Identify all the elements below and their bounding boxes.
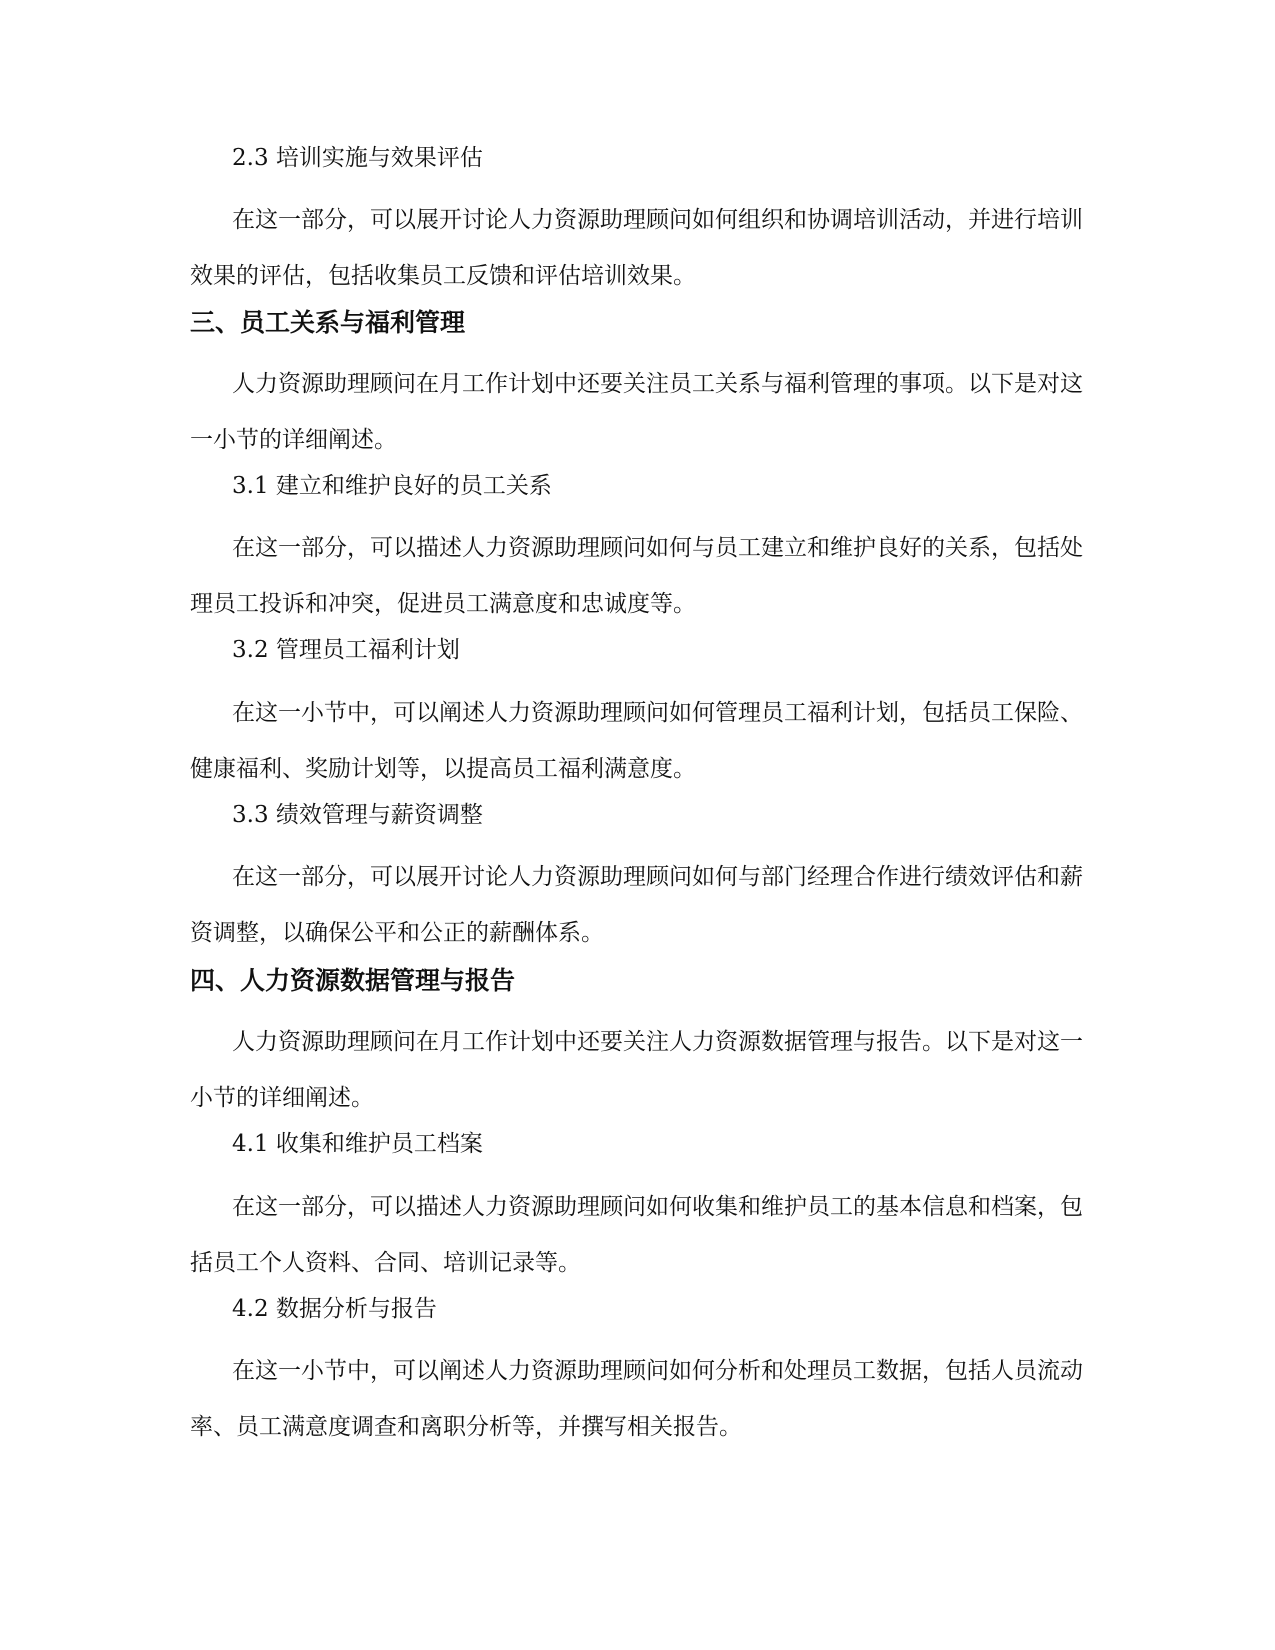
section-heading-3: 三、员工关系与福利管理 <box>190 308 466 337</box>
section-intro-4: 人力资源助理顾问在月工作计划中还要关注人力资源数据管理与报告。以下是对这一小节的详细阐述。 <box>190 1029 1083 1111</box>
paragraph-3-3: 在这一部分，可以展开讨论人力资源助理顾问如何与部门经理合作进行绩效评估和薪资调整，以确保公平和公正的薪酬体系。 <box>190 864 1083 946</box>
paragraph-4-1: 在这一部分，可以描述人力资源助理顾问如何收集和维护员工的基本信息和档案，包括员工个人资料、合同、培训记录等。 <box>190 1194 1083 1276</box>
paragraph-4-2: 在这一小节中，可以阐述人力资源助理顾问如何分析和处理员工数据，包括人员流动率、员工满意度调查和离职分析等，并撰写相关报告。 <box>190 1358 1083 1440</box>
paragraph-3-1: 在这一部分，可以描述人力资源助理顾问如何与员工建立和维护良好的关系，包括处理员工投诉和冲突，促进员工满意度和忠诚度等。 <box>190 535 1083 617</box>
paragraph-2-3: 在这一部分，可以展开讨论人力资源助理顾问如何组织和协调培训活动，并进行培训效果的评估，包括收集员工反馈和评估培训效果。 <box>190 207 1083 289</box>
subheading-2-3: 2.3 培训实施与效果评估 <box>232 145 483 171</box>
section-heading-4: 四、人力资源数据管理与报告 <box>190 966 516 995</box>
section-intro-3: 人力资源助理顾问在月工作计划中还要关注员工关系与福利管理的事项。以下是对这一小节的详细阐述。 <box>190 371 1083 453</box>
subheading-4-1: 4.1 收集和维护员工档案 <box>232 1131 483 1157</box>
subheading-3-2: 3.2 管理员工福利计划 <box>232 637 460 663</box>
paragraph-3-2: 在这一小节中，可以阐述人力资源助理顾问如何管理员工福利计划，包括员工保险、健康福利、奖励计划等，以提高员工福利满意度。 <box>190 700 1083 782</box>
subheading-4-2: 4.2 数据分析与报告 <box>232 1296 437 1322</box>
subheading-3-3: 3.3 绩效管理与薪资调整 <box>232 802 483 828</box>
subheading-3-1: 3.1 建立和维护良好的员工关系 <box>232 473 552 499</box>
